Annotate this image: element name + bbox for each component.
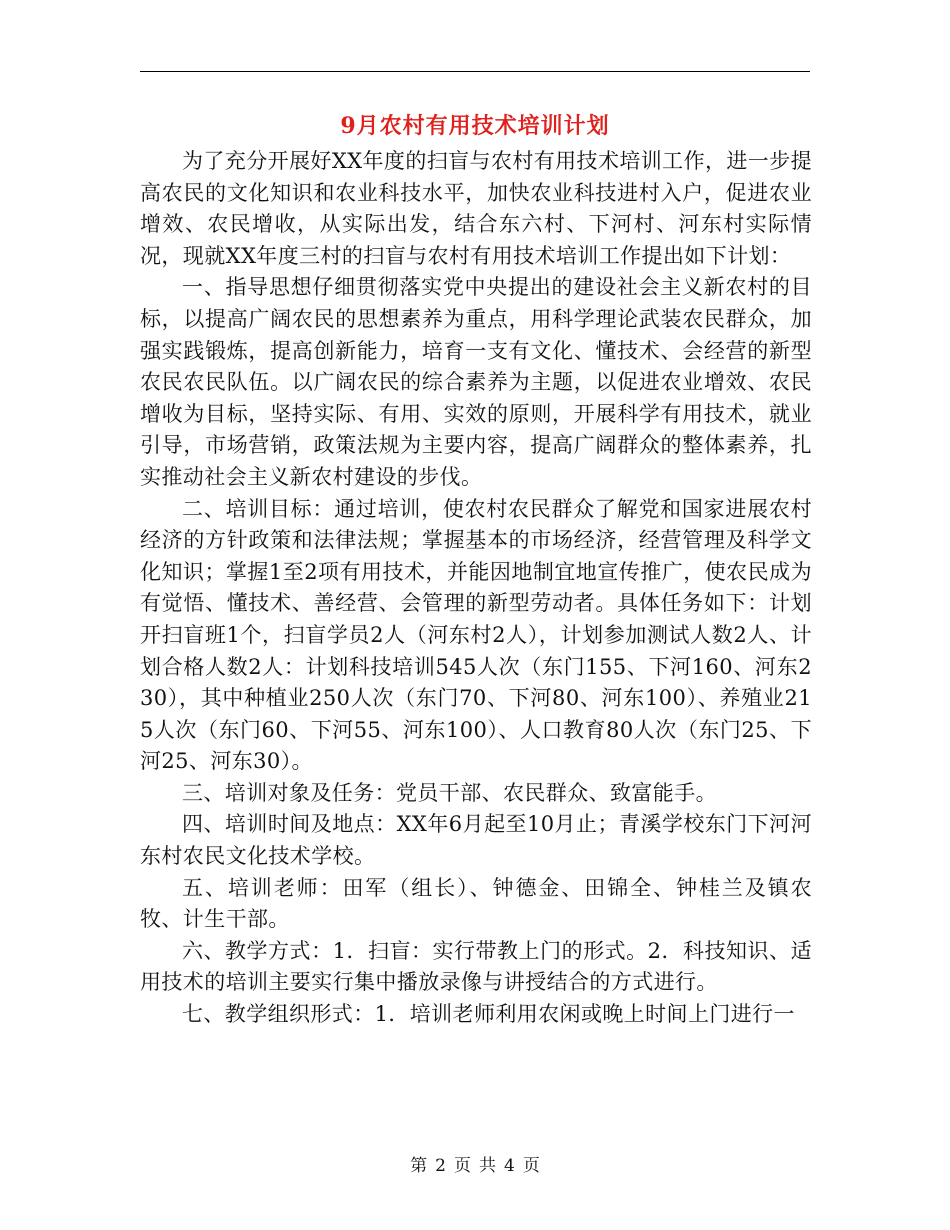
footer-suffix: 页 <box>522 1156 540 1176</box>
footer-total-pages: 4 <box>504 1156 515 1176</box>
paragraph-teaching-methods: 六、教学方式：1．扫盲：实行带教上门的形式。2．科技知识、适用技术的培训主要实行集中播放录像与讲授结合的方式进行。 <box>140 938 812 995</box>
footer-prefix: 第 <box>410 1156 428 1176</box>
document-body <box>140 146 812 1031</box>
paragraph-time-location: 四、培训时间及地点：XX年6月起至10月止；青溪学校东门下河河东村农民文化技术学校。 <box>140 812 812 869</box>
paragraph-intro: 为了充分开展好XX年度的扫盲与农村有用技术培训工作，进一步提高农民的文化知识和农业科技水平，加快农业科技进村入户，促进农业增效、农民增收，从实际出发，结合东六村、下河村、河东村实际情况，现就XX年度三村的扫盲与农村有用技术培训工作提出如下计划： <box>140 149 812 268</box>
header-rule <box>140 71 810 72</box>
paragraph-guiding-ideology: 一、指导思想仔细贯彻落实党中央提出的建设社会主义新农村的目标，以提高广阔农民的思想素养为重点，用科学理论武装农民群众，加强实践锻炼，提高创新能力，培育一支有文化、懂技术、会经营的新型农民农民队伍。以广阔农民的综合素养为主题，以促进农业增效、农民增收为目标，坚持实际、有用、实效的原则，开展科学有用技术，就业引导，市场营销，政策法规为主要内容，提高广阔群众的整体素养，扎实推动社会主义新农村建设的步伐。 <box>140 275 812 489</box>
paragraph-training-targets: 三、培训对象及任务：党员干部、农民群众、致富能手。 <box>182 780 717 805</box>
page-footer <box>0 1154 950 1178</box>
footer-page-label: 页 <box>454 1156 471 1176</box>
document-title: 9月农村有用技术培训计划 <box>340 113 610 139</box>
footer-total-label: 共 <box>479 1156 496 1176</box>
paragraph-teachers: 五、培训老师：田军（组长）、钟德金、田锦全、钟桂兰及镇农牧、计生干部。 <box>140 875 812 932</box>
footer-current-page: 2 <box>435 1156 446 1176</box>
paragraph-training-goals: 二、培训目标：通过培训，使农村农民群众了解党和国家进展农村经济的方针政策和法律法规；掌握基本的市场经济，经营管理及科学文化知识；掌握1至2项有用技术，并能因地制宜地宣传推广，使农民成为有觉悟、懂技术、善经营、会管理的新型劳动者。具体任务如下：计划开扫盲班1个，扫盲学员2人（河东村2人），计划参加测试人数2人、计划合格人数2人：计划科技培训545人次（东门155、下河160、河东230），其中种植业250人次（东门70、下河80、河东100）、养殖业215人次（东门60、下河55、河东100）、人口教育80人次（东门25、下河25、河东30）。 <box>140 496 812 774</box>
paragraph-organization-form: 七、教学组织形式：1．培训老师利用农闲或晚上时间上门进行一 <box>182 1002 795 1027</box>
